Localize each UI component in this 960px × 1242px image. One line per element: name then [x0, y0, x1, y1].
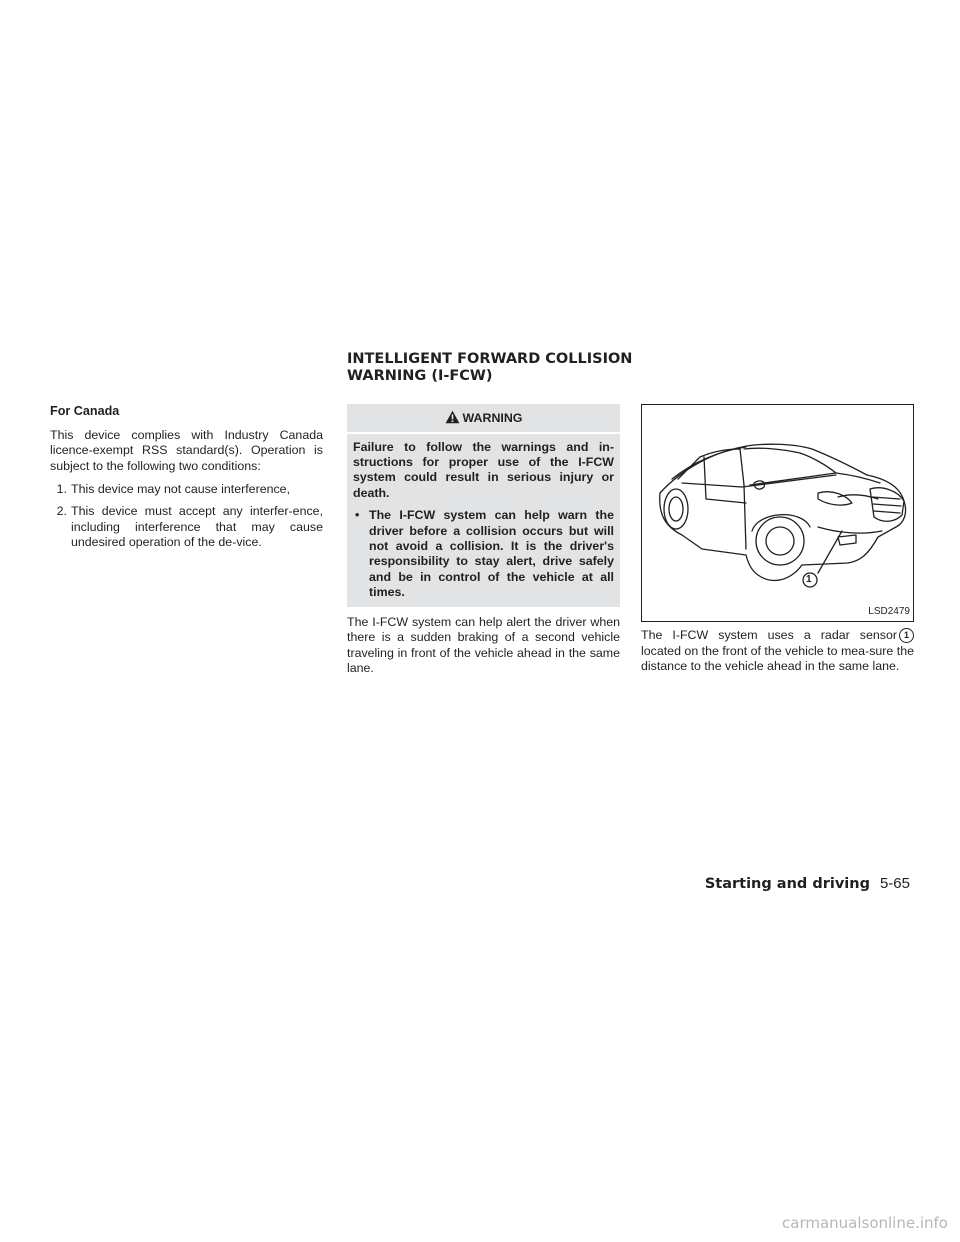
subhead-for-canada: For Canada: [50, 404, 120, 418]
figure-callout-label: 1: [806, 574, 812, 585]
page-number: 5-65: [879, 875, 910, 892]
list-item: [50, 482, 323, 498]
radar-text-after: located on the front of the vehicle to mea-sure the distance to the vehicle ahead in the same lane.: [641, 643, 914, 674]
column-middle: [347, 404, 620, 685]
vehicle-figure: [641, 404, 914, 622]
callout-1-icon: 1: [899, 628, 914, 643]
list-item-number: 2.: [56, 503, 67, 518]
list-item: [50, 504, 323, 551]
radar-text-before: The I-FCW system uses a radar sensor: [641, 628, 897, 642]
i-fcw-description: The I-FCW system can help alert the driver when there is a sudden braking of a second vehicle traveling in front of the vehicle ahead in the same lane.: [347, 614, 620, 676]
warning-intro: Failure to follow the warnings and in-structions for proper use of the I-FCW system could result in serious injury or death.: [353, 439, 614, 500]
warning-title: WARNING: [462, 411, 523, 425]
radar-sensor-paragraph: [641, 628, 914, 675]
list-item-number: 1.: [56, 482, 67, 497]
list-item-text: This device may not cause interference,: [71, 482, 291, 497]
warning-box: [347, 404, 620, 607]
warning-body: [347, 440, 620, 601]
vehicle-illustration: [642, 405, 913, 621]
page-footer: [705, 875, 910, 892]
chapter-name: Starting and driving: [704, 876, 870, 892]
column-right: [641, 404, 914, 683]
warning-header: [347, 404, 620, 434]
watermark: carmanualsonline.info: [782, 1214, 948, 1232]
warning-bullet: [353, 508, 614, 600]
section-title: INTELLIGENT FORWARD COLLISION WARNING (I-FCW): [347, 351, 633, 384]
column-left: [50, 404, 323, 557]
canada-paragraph: This device complies with Industry Canada licence-exempt RSS standard(s). Operation is subject to the following two conditions:: [50, 427, 323, 473]
figure-code: LSD2479: [868, 606, 910, 618]
warning-bullet-text: The I-FCW system can help warn the driver before a collision occurs but will not avoid a collision. It is the driver's responsibility to stay alert, drive safely and be in control of the vehicle at all times.: [369, 508, 614, 600]
list-item-text: This device must accept any interfer-ence, including interference that may cause undesired operation of the de-vice.: [71, 503, 323, 550]
bullet-mark: •: [355, 508, 360, 523]
conditions-list: [50, 482, 323, 550]
warning-triangle-icon: [445, 410, 460, 424]
